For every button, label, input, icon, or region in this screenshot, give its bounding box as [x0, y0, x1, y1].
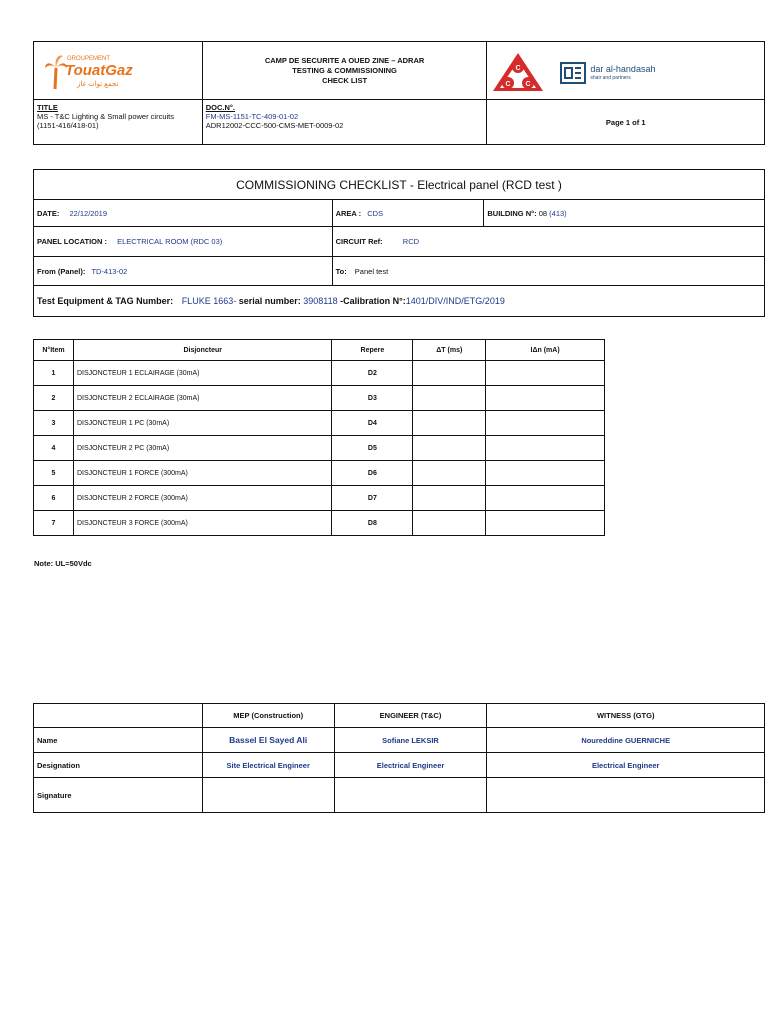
- checklist-info: [33, 169, 765, 317]
- table-row: [34, 411, 605, 436]
- col-idn: IΔn (mA): [486, 340, 605, 361]
- repere: D5: [332, 436, 413, 461]
- partner-logos-cell: [487, 42, 765, 100]
- building-cell: [484, 200, 765, 227]
- checklist-heading: COMMISSIONING CHECKLIST - Electrical panel (RCD test ): [34, 170, 765, 200]
- date-label: DATE:: [37, 208, 60, 218]
- delta-t-value: [413, 486, 486, 511]
- logo-groupement-text: GROUPEMENT: [67, 55, 111, 62]
- doc-value-2: ADR12002-CCC-500-CMS-MET-0009-02: [205, 121, 344, 130]
- project-line-1: CAMP DE SECURITE A OUED ZINE – ADRAR: [264, 55, 425, 65]
- circuit-cell: [332, 227, 764, 257]
- to-value: Panel test: [354, 266, 389, 276]
- breaker-name: DISJONCTEUR 1 FORCE (300mA): [73, 461, 332, 486]
- item-number: 3: [34, 411, 74, 436]
- repere: D3: [332, 386, 413, 411]
- note-text: Note: UL=50Vdc: [34, 559, 92, 568]
- breaker-name: DISJONCTEUR 1 PC (30mA): [73, 411, 332, 436]
- breaker-name: DISJONCTEUR 2 ECLAIRAGE (30mA): [73, 386, 332, 411]
- repere: D2: [332, 361, 413, 386]
- col-witness: WITNESS (GTG): [487, 704, 765, 728]
- idn-value: [486, 511, 605, 536]
- breaker-name: DISJONCTEUR 2 PC (30mA): [73, 436, 332, 461]
- repere: D8: [332, 511, 413, 536]
- building-value: 08: [538, 208, 548, 218]
- breaker-table-header: [34, 340, 605, 361]
- breaker-name: DISJONCTEUR 2 FORCE (300mA): [73, 486, 332, 511]
- calibration-value: 1401/DIV/IND/ETG/2019: [405, 296, 505, 306]
- title-value-2: (1151-416/418-01): [37, 121, 99, 130]
- repere: D6: [332, 461, 413, 486]
- table-row: [34, 486, 605, 511]
- touatgaz-logo-cell: [34, 42, 203, 100]
- doc-label: DOC.N°.: [205, 103, 236, 112]
- palm-tree-icon: [45, 54, 67, 90]
- panel-location-cell: [34, 227, 333, 257]
- repere: D7: [332, 486, 413, 511]
- area-value: CDS: [367, 208, 384, 218]
- signature-label: Signature: [34, 778, 203, 813]
- idn-value: [486, 361, 605, 386]
- item-number: 6: [34, 486, 74, 511]
- breaker-name: DISJONCTEUR 1 ECLAIRAGE (30mA): [73, 361, 332, 386]
- mep-signature: [202, 778, 334, 813]
- from-panel-cell: [34, 257, 333, 286]
- project-title-cell: [202, 42, 487, 100]
- doc-value-1: FM-MS-1151-TC-409-01-02: [205, 112, 299, 121]
- project-line-3: CHECK LIST: [322, 75, 368, 85]
- panel-location-label: PANEL LOCATION :: [37, 237, 107, 246]
- ccc-letter-right: C: [525, 80, 531, 88]
- item-number: 2: [34, 386, 74, 411]
- to-label: To:: [335, 266, 347, 276]
- designation-row: [34, 753, 765, 778]
- col-mep: MEP (Construction): [202, 704, 334, 728]
- title-label: TITLE: [37, 103, 58, 112]
- circuit-value: RCD: [402, 237, 420, 246]
- ccc-letter-top: C: [515, 64, 521, 72]
- building-code: (413): [549, 208, 567, 218]
- idn-value: [486, 386, 605, 411]
- test-equipment-cell: [34, 286, 765, 317]
- delta-t-value: [413, 461, 486, 486]
- equipment-value: FLUKE 1663-: [181, 296, 237, 306]
- col-repere: Repere: [332, 340, 413, 361]
- item-number: 7: [34, 511, 74, 536]
- table-row: [34, 461, 605, 486]
- mep-name: Bassel El Sayed Ali: [202, 728, 334, 753]
- delta-t-value: [413, 511, 486, 536]
- breaker-name: DISJONCTEUR 3 FORCE (300mA): [73, 511, 332, 536]
- title-cell: [34, 100, 203, 145]
- doc-number-cell: [202, 100, 487, 145]
- empty-header-cell: [34, 704, 203, 728]
- project-line-2: TESTING & COMMISSIONING: [292, 65, 397, 75]
- delta-t-value: [413, 436, 486, 461]
- item-number: 1: [34, 361, 74, 386]
- engineer-name: Sofiane LEKSIR: [334, 728, 487, 753]
- dar-handasah-sub: shair and partners: [590, 74, 631, 81]
- engineer-designation: Electrical Engineer: [334, 753, 487, 778]
- date-value: 22/12/2019: [69, 208, 107, 218]
- document-header: [33, 41, 765, 145]
- dar-handasah-name: dar al-handasah: [590, 63, 656, 74]
- col-disjoncteur: Disjoncteur: [73, 340, 332, 361]
- name-row: [34, 728, 765, 753]
- col-delta-t: ΔT (ms): [413, 340, 486, 361]
- engineer-signature: [334, 778, 487, 813]
- designation-label: Designation: [34, 753, 203, 778]
- area-cell: [332, 200, 484, 227]
- date-cell: [34, 200, 333, 227]
- building-label: BUILDING N°:: [487, 208, 537, 218]
- equipment-label: Test Equipment & TAG Number:: [37, 296, 174, 306]
- idn-value: [486, 486, 605, 511]
- serial-label: serial number:: [238, 296, 301, 306]
- item-number: 4: [34, 436, 74, 461]
- circuit-label: CIRCUIT Ref:: [335, 237, 383, 246]
- idn-value: [486, 411, 605, 436]
- delta-t-value: [413, 361, 486, 386]
- calibration-label: -Calibration N°:: [340, 296, 406, 306]
- ccc-letter-left: C: [505, 80, 511, 88]
- dar-handasah-logo-icon: [560, 62, 586, 84]
- signature-header-row: [34, 704, 765, 728]
- table-row: [34, 361, 605, 386]
- item-number: 5: [34, 461, 74, 486]
- title-value-1: MS - T&C Lighting & Small power circuits: [37, 112, 174, 121]
- idn-value: [486, 461, 605, 486]
- delta-t-value: [413, 411, 486, 436]
- logo-arabic-text: تجمع توات غاز: [77, 80, 119, 88]
- logo-touatgaz-text: TouatGaz: [65, 61, 133, 79]
- ccc-logo-icon: [492, 52, 544, 92]
- from-panel-label: From (Panel):: [37, 266, 86, 276]
- signature-row: [34, 778, 765, 813]
- table-row: [34, 511, 605, 536]
- table-row: [34, 386, 605, 411]
- from-panel-value: TD-413-02: [91, 266, 128, 276]
- name-label: Name: [34, 728, 203, 753]
- delta-t-value: [413, 386, 486, 411]
- breaker-table: [33, 339, 605, 536]
- witness-designation: Electrical Engineer: [487, 753, 765, 778]
- area-label: AREA :: [335, 208, 362, 218]
- panel-location-value: ELECTRICAL ROOM (RDC 03): [117, 237, 223, 246]
- page-number: Page 1 of 1: [487, 100, 765, 145]
- idn-value: [486, 436, 605, 461]
- mep-designation: Site Electrical Engineer: [202, 753, 334, 778]
- signature-table: [33, 703, 765, 813]
- serial-value: 3908118: [303, 296, 338, 306]
- table-row: [34, 436, 605, 461]
- witness-signature: [487, 778, 765, 813]
- col-item: N°Item: [34, 340, 74, 361]
- touatgaz-logo: [37, 46, 199, 96]
- witness-name: Noureddine GUERNICHE: [487, 728, 765, 753]
- to-cell: [332, 257, 764, 286]
- col-engineer: ENGINEER (T&C): [334, 704, 487, 728]
- repere: D4: [332, 411, 413, 436]
